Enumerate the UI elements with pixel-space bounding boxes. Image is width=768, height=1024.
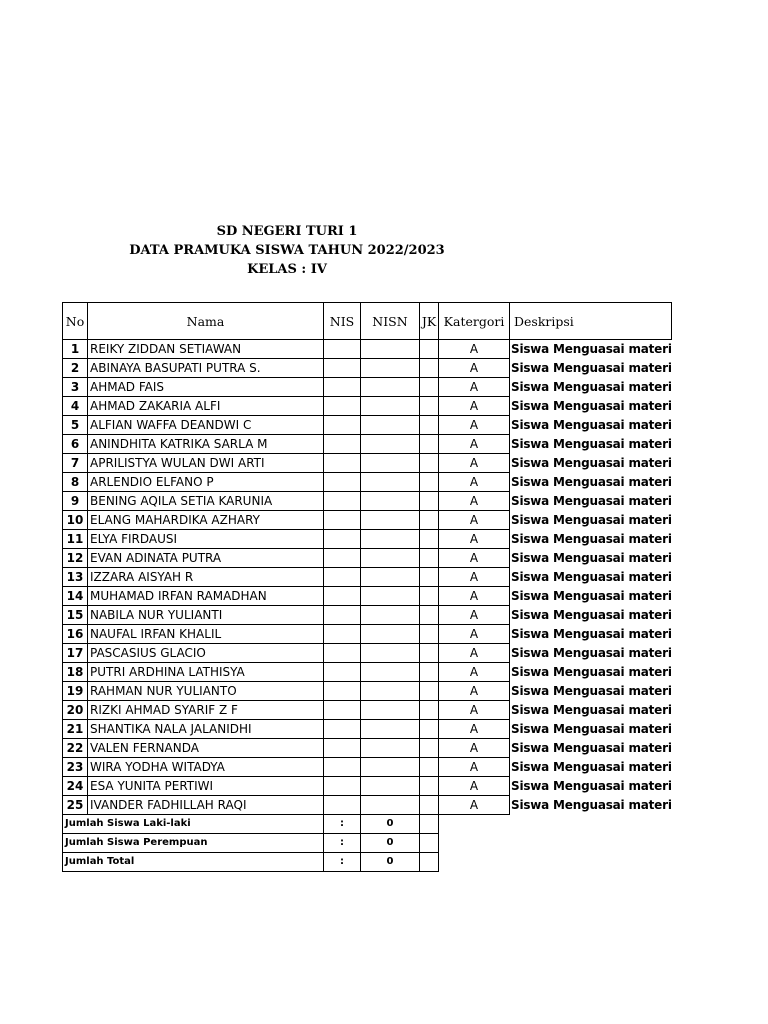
student-deskripsi: Siswa Menguasai materi <box>511 551 672 565</box>
student-nisn <box>361 682 420 701</box>
table-row <box>63 549 672 568</box>
student-name: EVAN ADINATA PUTRA <box>88 549 324 568</box>
student-no: 19 <box>63 682 88 701</box>
student-no: 5 <box>63 416 88 435</box>
student-jk <box>420 701 439 720</box>
table-row <box>63 758 672 777</box>
student-nisn <box>361 739 420 758</box>
student-nisn <box>361 454 420 473</box>
student-nis <box>324 568 361 587</box>
col-header-nama: Nama <box>88 303 324 340</box>
table-row <box>63 644 672 663</box>
student-kategori: A <box>439 530 510 549</box>
student-kategori: A <box>439 378 510 397</box>
student-nisn <box>361 435 420 454</box>
student-nis <box>324 701 361 720</box>
student-name: NABILA NUR YULIANTI <box>88 606 324 625</box>
summary-row-perempuan <box>63 834 672 853</box>
summary-colon: : <box>324 834 361 853</box>
student-name: ARLENDIO ELFANO P <box>88 473 324 492</box>
student-jk <box>420 416 439 435</box>
student-name: ALFIAN WAFFA DEANDWI C <box>88 416 324 435</box>
student-no: 18 <box>63 663 88 682</box>
school-name: SD NEGERI TURI 1 <box>216 224 358 239</box>
student-no: 14 <box>63 587 88 606</box>
student-name: REIKY ZIDDAN SETIAWAN <box>88 340 324 359</box>
table-row <box>63 416 672 435</box>
student-nisn <box>361 530 420 549</box>
table-row <box>63 397 672 416</box>
student-jk <box>420 549 439 568</box>
table-row <box>63 568 672 587</box>
student-name: WIRA YODHA WITADYA <box>88 758 324 777</box>
summary-row-total <box>63 853 672 872</box>
student-jk <box>420 568 439 587</box>
summary-rows <box>63 815 672 872</box>
summary-label: Jumlah Siswa Laki-laki <box>63 815 324 834</box>
student-kategori: A <box>439 682 510 701</box>
student-deskripsi: Siswa Menguasai materi <box>511 665 672 679</box>
student-nisn <box>361 378 420 397</box>
student-deskripsi: Siswa Menguasai materi <box>511 380 672 394</box>
student-jk <box>420 739 439 758</box>
student-kategori: A <box>439 739 510 758</box>
student-nisn <box>361 720 420 739</box>
student-deskripsi: Siswa Menguasai materi <box>511 741 672 755</box>
student-kategori: A <box>439 473 510 492</box>
student-name: APRILISTYA WULAN DWI ARTI <box>88 454 324 473</box>
student-name: PUTRI ARDHINA LATHISYA <box>88 663 324 682</box>
student-deskripsi: Siswa Menguasai materi <box>511 437 672 451</box>
student-no: 1 <box>63 340 88 359</box>
student-kategori: A <box>439 701 510 720</box>
student-kategori: A <box>439 397 510 416</box>
student-nis <box>324 511 361 530</box>
student-name: ESA YUNITA PERTIWI <box>88 777 324 796</box>
student-nis <box>324 473 361 492</box>
student-nisn <box>361 701 420 720</box>
summary-value: 0 <box>361 815 420 834</box>
student-nisn <box>361 625 420 644</box>
student-nis <box>324 758 361 777</box>
student-no: 9 <box>63 492 88 511</box>
student-name: ABINAYA BASUPATI PUTRA S. <box>88 359 324 378</box>
student-kategori: A <box>439 511 510 530</box>
student-nis <box>324 435 361 454</box>
student-jk <box>420 625 439 644</box>
table-row <box>63 359 672 378</box>
student-nis <box>324 682 361 701</box>
summary-label: Jumlah Siswa Perempuan <box>63 834 324 853</box>
student-nisn <box>361 473 420 492</box>
student-name: SHANTIKA NALA JALANIDHI <box>88 720 324 739</box>
summary-blank <box>439 834 510 853</box>
student-jk <box>420 587 439 606</box>
student-nisn <box>361 777 420 796</box>
student-kategori: A <box>439 454 510 473</box>
student-no: 13 <box>63 568 88 587</box>
student-kategori: A <box>439 777 510 796</box>
student-jk <box>420 530 439 549</box>
student-jk <box>420 340 439 359</box>
student-nisn <box>361 549 420 568</box>
student-name: AHMAD FAIS <box>88 378 324 397</box>
student-nisn <box>361 644 420 663</box>
table-row <box>63 777 672 796</box>
table-row <box>63 625 672 644</box>
student-name: ELYA FIRDAUSI <box>88 530 324 549</box>
student-deskripsi: Siswa Menguasai materi <box>511 399 672 413</box>
student-jk <box>420 644 439 663</box>
student-no: 23 <box>63 758 88 777</box>
document-header <box>62 222 512 279</box>
student-name: NAUFAL IRFAN KHALIL <box>88 625 324 644</box>
summary-blank <box>510 815 672 834</box>
student-kategori: A <box>439 416 510 435</box>
student-nis <box>324 777 361 796</box>
student-no: 4 <box>63 397 88 416</box>
table-row <box>63 796 672 815</box>
table-row <box>63 739 672 758</box>
student-nisn <box>361 663 420 682</box>
summary-value: 0 <box>361 834 420 853</box>
student-name: IZZARA AISYAH R <box>88 568 324 587</box>
table-row <box>63 682 672 701</box>
table-row <box>63 587 672 606</box>
student-name: RIZKI AHMAD SYARIF Z F <box>88 701 324 720</box>
student-jk <box>420 777 439 796</box>
student-nis <box>324 397 361 416</box>
student-no: 25 <box>63 796 88 815</box>
col-header-nisn: NISN <box>361 303 420 340</box>
student-nisn <box>361 397 420 416</box>
student-table <box>62 302 672 872</box>
student-deskripsi: Siswa Menguasai materi <box>511 760 672 774</box>
table-row <box>63 606 672 625</box>
summary-blank <box>510 834 672 853</box>
student-nis <box>324 663 361 682</box>
student-jk <box>420 359 439 378</box>
student-deskripsi: Siswa Menguasai materi <box>511 456 672 470</box>
student-no: 21 <box>63 720 88 739</box>
student-nis <box>324 549 361 568</box>
student-jk <box>420 606 439 625</box>
student-kategori: A <box>439 492 510 511</box>
student-jk <box>420 758 439 777</box>
table-row <box>63 340 672 359</box>
student-kategori: A <box>439 568 510 587</box>
student-nisn <box>361 492 420 511</box>
student-nis <box>324 606 361 625</box>
student-kategori: A <box>439 663 510 682</box>
summary-colon: : <box>324 815 361 834</box>
student-nisn <box>361 416 420 435</box>
summary-value: 0 <box>361 853 420 872</box>
student-nisn <box>361 568 420 587</box>
student-nisn <box>361 606 420 625</box>
student-deskripsi: Siswa Menguasai materi <box>511 798 672 812</box>
student-nis <box>324 530 361 549</box>
student-deskripsi: Siswa Menguasai materi <box>511 475 672 489</box>
student-kategori: A <box>439 720 510 739</box>
summary-label: Jumlah Total <box>63 853 324 872</box>
table-row <box>63 492 672 511</box>
document-title: DATA PRAMUKA SISWA TAHUN 2022/2023 <box>129 243 445 258</box>
student-deskripsi: Siswa Menguasai materi <box>511 361 672 375</box>
student-no: 7 <box>63 454 88 473</box>
student-no: 6 <box>63 435 88 454</box>
student-nis <box>324 587 361 606</box>
student-kategori: A <box>439 549 510 568</box>
table-row <box>63 435 672 454</box>
student-kategori: A <box>439 435 510 454</box>
student-nis <box>324 492 361 511</box>
student-no: 12 <box>63 549 88 568</box>
student-kategori: A <box>439 606 510 625</box>
table-row <box>63 378 672 397</box>
student-name: VALEN FERNANDA <box>88 739 324 758</box>
table-header-row <box>63 303 672 340</box>
student-deskripsi: Siswa Menguasai materi <box>511 646 672 660</box>
col-header-jk: JK <box>420 303 439 340</box>
student-nisn <box>361 587 420 606</box>
student-nis <box>324 454 361 473</box>
summary-empty-cell <box>420 834 439 853</box>
student-deskripsi: Siswa Menguasai materi <box>511 703 672 717</box>
student-no: 22 <box>63 739 88 758</box>
student-kategori: A <box>439 587 510 606</box>
student-deskripsi: Siswa Menguasai materi <box>511 684 672 698</box>
student-jk <box>420 663 439 682</box>
student-deskripsi: Siswa Menguasai materi <box>511 418 672 432</box>
table-row <box>63 473 672 492</box>
table-row <box>63 663 672 682</box>
table-row <box>63 701 672 720</box>
student-kategori: A <box>439 340 510 359</box>
summary-empty-cell <box>420 853 439 872</box>
student-kategori: A <box>439 625 510 644</box>
student-no: 20 <box>63 701 88 720</box>
student-nisn <box>361 511 420 530</box>
col-header-nis: NIS <box>324 303 361 340</box>
student-no: 15 <box>63 606 88 625</box>
student-no: 17 <box>63 644 88 663</box>
student-name: BENING AQILA SETIA KARUNIA <box>88 492 324 511</box>
table-row <box>63 530 672 549</box>
student-jk <box>420 492 439 511</box>
student-jk <box>420 397 439 416</box>
table-row <box>63 454 672 473</box>
summary-row-laki <box>63 815 672 834</box>
student-jk <box>420 473 439 492</box>
student-jk <box>420 511 439 530</box>
student-deskripsi: Siswa Menguasai materi <box>511 570 672 584</box>
student-deskripsi: Siswa Menguasai materi <box>511 589 672 603</box>
student-nisn <box>361 758 420 777</box>
student-nisn <box>361 796 420 815</box>
student-jk <box>420 796 439 815</box>
student-nis <box>324 359 361 378</box>
student-nis <box>324 625 361 644</box>
table-row <box>63 720 672 739</box>
student-name: PASCASIUS GLACIO <box>88 644 324 663</box>
student-name: ELANG MAHARDIKA AZHARY <box>88 511 324 530</box>
student-kategori: A <box>439 644 510 663</box>
student-no: 10 <box>63 511 88 530</box>
table-row <box>63 511 672 530</box>
student-kategori: A <box>439 758 510 777</box>
student-nisn <box>361 359 420 378</box>
student-nis <box>324 416 361 435</box>
summary-blank <box>510 853 672 872</box>
student-jk <box>420 435 439 454</box>
summary-blank <box>439 815 510 834</box>
student-deskripsi: Siswa Menguasai materi <box>511 342 672 357</box>
student-deskripsi: Siswa Menguasai materi <box>511 779 672 793</box>
summary-colon: : <box>324 853 361 872</box>
summary-blank <box>439 853 510 872</box>
col-header-no: No <box>63 303 88 340</box>
student-kategori: A <box>439 359 510 378</box>
student-deskripsi: Siswa Menguasai materi <box>511 608 672 622</box>
class-label: KELAS : IV <box>247 262 327 277</box>
student-name: IVANDER FADHILLAH RAQI <box>88 796 324 815</box>
student-no: 2 <box>63 359 88 378</box>
student-nis <box>324 644 361 663</box>
student-nis <box>324 378 361 397</box>
student-name: RAHMAN NUR YULIANTO <box>88 682 324 701</box>
student-no: 16 <box>63 625 88 644</box>
student-nis <box>324 796 361 815</box>
student-name: MUHAMAD IRFAN RAMADHAN <box>88 587 324 606</box>
student-no: 24 <box>63 777 88 796</box>
student-nis <box>324 739 361 758</box>
student-jk <box>420 720 439 739</box>
student-deskripsi: Siswa Menguasai materi <box>511 722 672 736</box>
student-no: 8 <box>63 473 88 492</box>
student-jk <box>420 378 439 397</box>
student-nis <box>324 340 361 359</box>
student-nis <box>324 720 361 739</box>
student-no: 11 <box>63 530 88 549</box>
student-name: AHMAD ZAKARIA ALFI <box>88 397 324 416</box>
student-nisn <box>361 340 420 359</box>
student-deskripsi: Siswa Menguasai materi <box>511 494 672 508</box>
student-deskripsi: Siswa Menguasai materi <box>511 513 672 527</box>
student-jk <box>420 454 439 473</box>
student-jk <box>420 682 439 701</box>
col-header-kategori: Katergori <box>439 303 510 340</box>
student-kategori: A <box>439 796 510 815</box>
student-no: 3 <box>63 378 88 397</box>
student-name: ANINDHITA KATRIKA SARLA M <box>88 435 324 454</box>
student-rows <box>63 340 672 815</box>
student-deskripsi: Siswa Menguasai materi <box>511 532 672 546</box>
summary-empty-cell <box>420 815 439 834</box>
student-deskripsi: Siswa Menguasai materi <box>511 627 672 641</box>
col-header-deskripsi: Deskripsi <box>510 303 672 340</box>
